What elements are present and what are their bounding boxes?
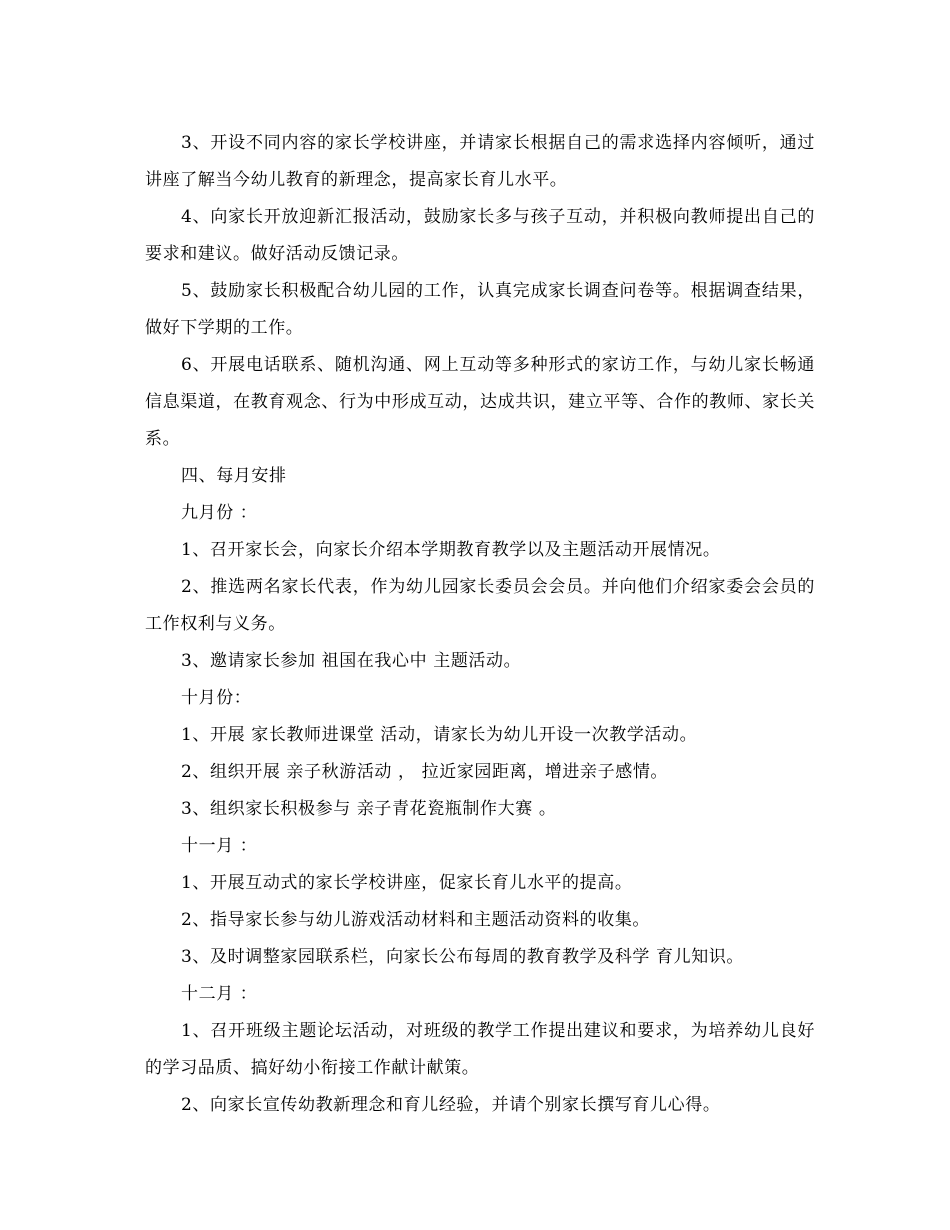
- list-item: 2、指导家长参与幼儿游戏活动材料和主题活动资料的收集。: [181, 910, 651, 930]
- list-item: 2、组织开展 亲子秋游活动 ， 拉近家园距离，增进亲子感情。: [181, 762, 669, 782]
- paragraph-survey: 5、鼓励家长积极配合幼儿园的工作，认真完成家长调查问卷等。根据调查结果，做好下学期的工作。: [145, 281, 815, 338]
- list-item: 1、开展 家长教师进课堂 活动，请家长为幼儿开设一次教学活动。: [181, 725, 698, 745]
- list-item: 1、召开家长会，向家长介绍本学期教育教学以及主题活动开展情况。: [181, 540, 721, 560]
- list-item: 3、及时调整家园联系栏，向家长公布每周的教育教学及科学 育儿知识。: [181, 947, 745, 967]
- list-item: 2、推选两名家长代表，作为幼儿园家长委员会会员。并向他们介绍家委会会员的工作权利与义务。: [145, 577, 815, 634]
- month-heading-november: 十一月 ：: [181, 836, 258, 856]
- list-item: 2、向家长宣传幼教新理念和育儿经验，并请个别家长撰写育儿心得。: [181, 1095, 721, 1115]
- month-heading-october: 十月份：: [181, 688, 252, 708]
- document-body: [145, 125, 815, 1124]
- list-item: 3、邀请家长参加 祖国在我心中 主题活动。: [181, 651, 522, 671]
- paragraph-home-visit: 6、开展电话联系、随机沟通、网上互动等多种形式的家访工作，与幼儿家长畅通信息渠道，在教育观念、行为中形成互动，达成共识，建立平等、合作的教师、家长关系。: [145, 355, 815, 449]
- paragraph-open-activity: 4、向家长开放迎新汇报活动，鼓励家长多与孩子互动，并积极向教师提出自己的要求和建议。做好活动反馈记录。: [145, 207, 815, 264]
- section-heading-monthly-plan: 四、每月安排: [181, 466, 287, 486]
- list-item: 3、组织家长积极参与 亲子青花瓷瓶制作大赛 。: [181, 799, 557, 819]
- paragraph-lecture: 3、开设不同内容的家长学校讲座，并请家长根据自己的需求选择内容倾听，通过讲座了解当今幼儿教育的新理念，提高家长育儿水平。: [145, 133, 815, 190]
- list-item: 1、开展互动式的家长学校讲座，促家长育儿水平的提高。: [181, 873, 633, 893]
- month-heading-december: 十二月 ：: [181, 984, 258, 1004]
- list-item: 1、召开班级主题论坛活动，对班级的教学工作提出建议和要求，为培养幼儿良好的学习品质、搞好幼小衔接工作献计献策。: [145, 1021, 815, 1078]
- month-heading-september: 九月份 ：: [181, 503, 258, 523]
